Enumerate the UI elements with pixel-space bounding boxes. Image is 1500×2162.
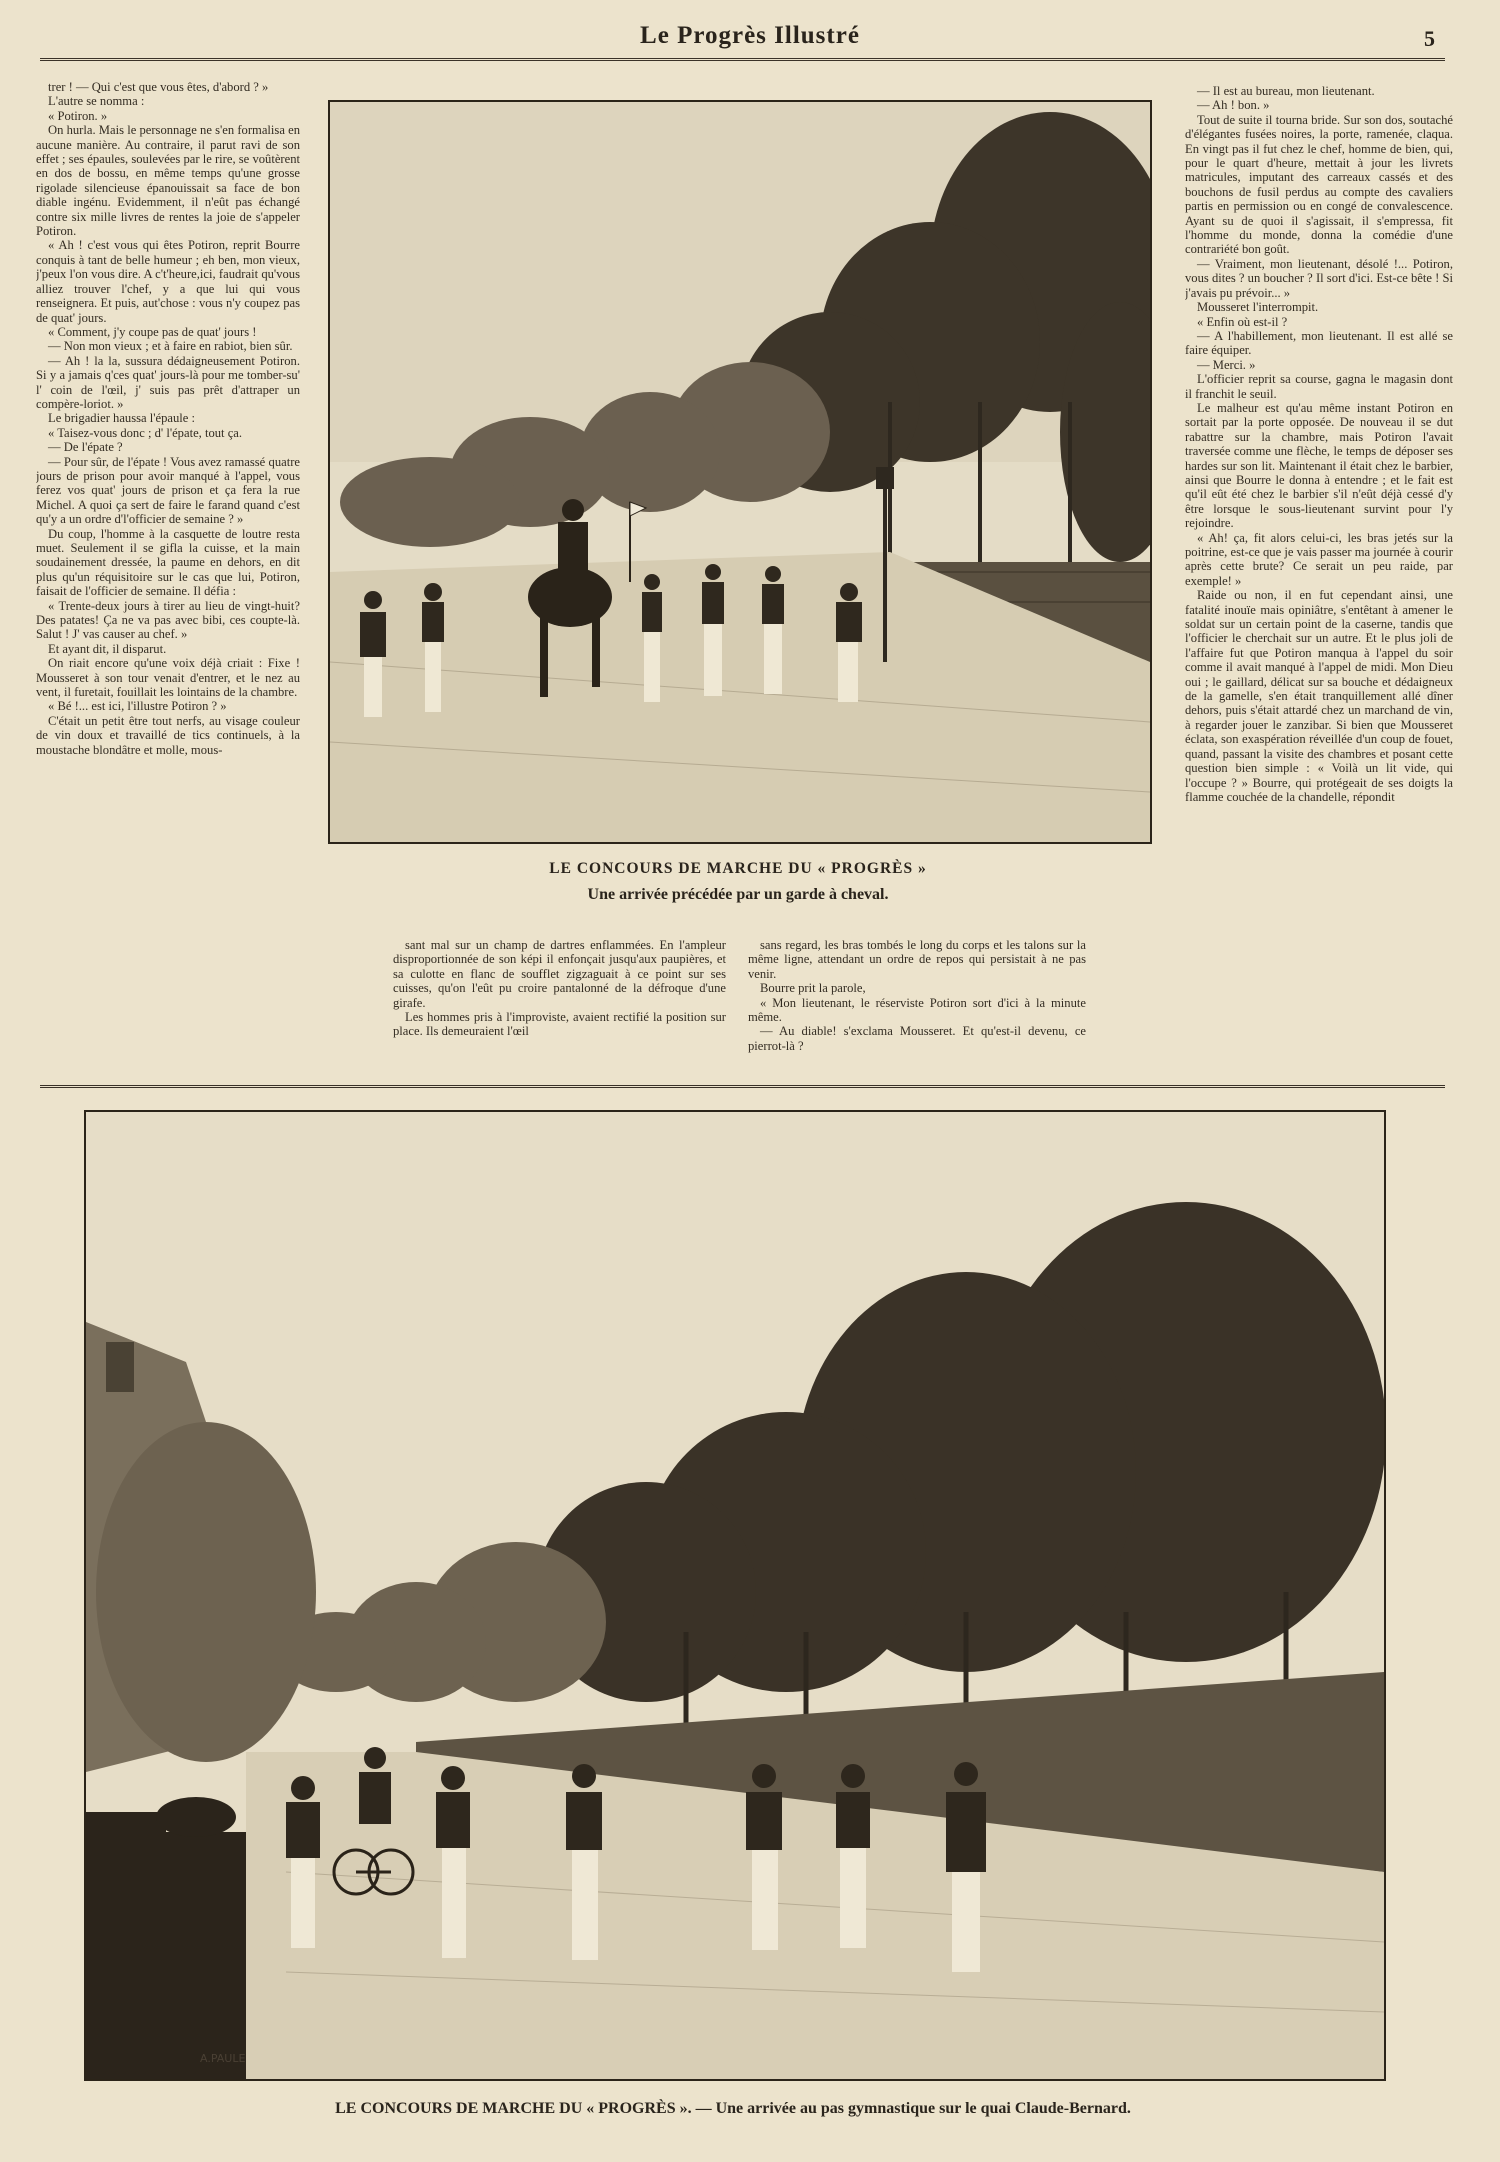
right-column-paragraph: Le malheur est qu'au même instant Potiron en sortait par la porte opposée. De nouveau il se dut rabattre sur la chambre, mais Potiron l'avait traversée comme une flèche, le temps de déposer ses hardes sur son lit. Maintenant il était chez le barbier, ainsi que Bourre le donna à entendre ; et le fait est qu'il eût été chez le barbier s'il n'eût déjà cessé d'y être lorsque le sous-lieutenant survint pour l'y rejoindre.	[1185, 400, 1453, 531]
section-rule	[40, 1085, 1445, 1088]
artist-signature: A.PAULE	[200, 2052, 246, 2065]
right-column-paragraph: Mousseret l'interrompit.	[1197, 300, 1319, 315]
left-column-paragraph: « Bé !... est ici, l'illustre Potiron ? »	[48, 699, 227, 714]
masthead-title: Le Progrès Illustré	[640, 22, 860, 49]
header-rule	[40, 58, 1445, 61]
right-column-paragraph: Tout de suite il tourna bride. Sur son dos, soutaché d'élégantes fusées noires, la porte, ramenée, claqua. En vingt pas il fut chez le chef, homme de bien, qui, pour le quart d'heure, mettait à jour les livrets matricules, imputant des carreaux cassés et des bouchons de fusil perdus au compte des cavaliers partis en permission ou en congé de convalescence. Ayant su de quoi il s'agissait, il s'empressa, fit l'homme du monde, donna la comédie d'une contrariété bon goût.	[1185, 112, 1453, 257]
left-column-paragraph: — De l'épate ?	[48, 440, 123, 455]
right-text-column	[1185, 84, 1453, 1064]
right-column-paragraph: Raide ou non, il en fut cependant ainsi, une fatalité inouïe mais opiniâtre, s'entêtant à amener le soldat sur un certain point de la caserne, tandis que l'officier le cherchait sur un autre. Et le plus joli de l'affaire fut que Potiron manqua à l'appel du soir comme il avait manqué à l'appel de midi. Mon Dieu oui ; le gaillard, délicat sur sa bouche et dédaigneux de la gamelle, s'en était tranquillement allé dîner dehors, puis s'était attardé chez un marchand de vin, à regarder jouer le zanzibar. Si bien que Mousseret éclata, son exaspération réveillée d'un coup de fouet, quand, passant la visite des chambres et posant cette question bien simple : « Voilà un lit vide, qui l'occupe ? » Bourre, qui protégeait de ses doigts la flamme couchée de la chandelle, répondit	[1185, 588, 1453, 804]
left-column-paragraph: Le brigadier haussa l'épaule :	[48, 411, 196, 426]
right-column-paragraph: — Vraiment, mon lieutenant, désolé !... Potiron, vous dites ? un boucher ? Il sort d'ici. Est-ce bête ! Si j'avais pu prévoir... »	[1185, 256, 1453, 300]
middle-column-paragraph: — Au diable! s'exclama Mousseret. Et qu'est-il devenu, ce pierrot-là ?	[748, 1024, 1086, 1053]
left-column-paragraph: trer ! — Qui c'est que vous êtes, d'abord ? »	[48, 80, 269, 94]
middle-column-paragraph: Les hommes pris à l'improviste, avaient rectifié la position sur place. Ils demeuraient l'œil	[393, 1010, 726, 1039]
left-text-column	[36, 80, 300, 1070]
top-figure-caption-title: LE CONCOURS DE MARCHE DU « PROGRÈS »	[549, 860, 927, 877]
right-column-paragraph: L'officier reprit sa course, gagna le magasin dont il franchit le seuil.	[1185, 372, 1453, 401]
right-column-paragraph: — Ah ! bon. »	[1197, 98, 1270, 113]
top-figure-caption-subtitle: Une arrivée précédée par un garde à cheval.	[587, 886, 889, 903]
left-column-paragraph: C'était un petit être tout nerfs, au visage couleur de vin doux et travaillé de tics continuels, à la moustache blondâtre et molle, mous-	[36, 713, 300, 757]
left-column-paragraph: — Pour sûr, de l'épate ! Vous avez ramassé quatre jours de prison pour avoir manqué à l'appel, vous ferez vos quat' jours de prison et ça fera la rue Michel. A quoi ça sert de faire le farand quand c'est qu'y a un ordre d'l'officier de semaine ? »	[36, 454, 300, 527]
left-column-paragraph: « Ah ! c'est vous qui êtes Potiron, reprit Bourre conquis à tant de belle humeur ; eh ben, mon vieux, j'peux l'on vous dire. A c't'heure,ici, faudrait qu'vous alliez trouver l'chef, y a que lui qui vous renseignera. Et puis, aut'chose : vous n'y coupez pas de quat' jours.	[36, 238, 300, 325]
right-column-paragraph: « Ah! ça, fit alors celui-ci, les bras jetés sur la poitrine, est-ce que je vais passer ma journée à courir après cette brute? Ce serait un peu raide, par exemple! »	[1185, 530, 1453, 588]
left-column-paragraph: Du coup, l'homme à la casquette de loutre resta muet. Seulement il se gifla la cuisse, et la main soudainement dressée, la paume en dehors, en dit plus qu'un réquisitoire sur le cas que lui, Potiron, faisait de l'officier de semaine. Il défia :	[36, 526, 300, 599]
left-column-paragraph: « Trente-deux jours à tirer au lieu de vingt-huit? Des patates! Ça ne va pas avec bibi, ces coupte-là. Salut ! J' vas causer au chef. »	[36, 598, 300, 642]
left-column-paragraph: On riait encore qu'une voix déjà criait : Fixe ! Mousseret à son tour venait d'entrer, et le nez au vent, il furetait, fouillait les lointains de la chambre.	[36, 656, 300, 700]
left-column-paragraph: « Potiron. »	[48, 108, 108, 123]
middle-text-column-1	[393, 938, 726, 1068]
page-number: 5	[1424, 26, 1435, 51]
middle-column-paragraph: Bourre prit la parole,	[760, 981, 866, 996]
right-column-paragraph: « Enfin où est-il ?	[1197, 314, 1288, 329]
left-column-paragraph: — Ah ! la la, sussura dédaigneusement Potiron. Si y a jamais q'ces quat' jours-là pour me tomber-su' l' coin de l'œil, j' suis pas prêt d'attraper un compère-loriot. »	[36, 353, 300, 411]
middle-column-paragraph: sans regard, les bras tombés le long du corps et les talons sur la même ligne, attendant un ordre de repos qui persistait à ne pas venir.	[748, 938, 1086, 981]
left-column-paragraph: « Taisez-vous donc ; d' l'épate, tout ça.	[48, 425, 243, 440]
left-column-paragraph: Et ayant dit, il disparut.	[48, 641, 167, 656]
right-column-paragraph: — Il est au bureau, mon lieutenant.	[1197, 84, 1375, 98]
left-column-paragraph: — Non mon vieux ; et à faire en rabiot, bien sûr.	[48, 339, 293, 354]
right-column-paragraph: — A l'habillement, mon lieutenant. Il est allé se faire équiper.	[1185, 328, 1453, 358]
left-column-paragraph: L'autre se nomma :	[48, 94, 145, 109]
bottom-figure-caption: LE CONCOURS DE MARCHE DU « PROGRÈS ». — Une arrivée au pas gymnastique sur le quai Claude-Bernard.	[335, 2100, 1131, 2117]
right-column-paragraph: — Merci. »	[1197, 357, 1256, 372]
top-illustration	[328, 100, 1152, 844]
middle-column-paragraph: sant mal sur un champ de dartres enflammées. En l'ampleur disproportionnée de son képi il enfonçait jusqu'aux paupières, et sa culotte en flanc de soufflet zigzaguait à ce point sur ses cuisses, qu'on l'eût pu croire pantalonné de la défroque d'une girafe.	[393, 938, 726, 1010]
middle-text-column-2	[748, 938, 1086, 1068]
middle-column-paragraph: « Mon lieutenant, le réserviste Potiron sort d'ici à la minute même.	[748, 995, 1086, 1025]
left-column-paragraph: « Comment, j'y coupe pas de quat' jours !	[48, 324, 257, 339]
bottom-illustration	[84, 1110, 1386, 2081]
left-column-paragraph: On hurla. Mais le personnage ne s'en formalisa en aucune manière. Au contraire, il parut ravi de son effet ; ses épaules, soulevées par le rire, se voûtèrent en dos de bossu, en même temps qu'une grosse rigolade silencieuse épanouissait sa face de bon diable ingénu. Evidemment, il n'eût pas échangé contre six mille livres de rentes la joie de s'appeler Potiron.	[36, 123, 300, 239]
